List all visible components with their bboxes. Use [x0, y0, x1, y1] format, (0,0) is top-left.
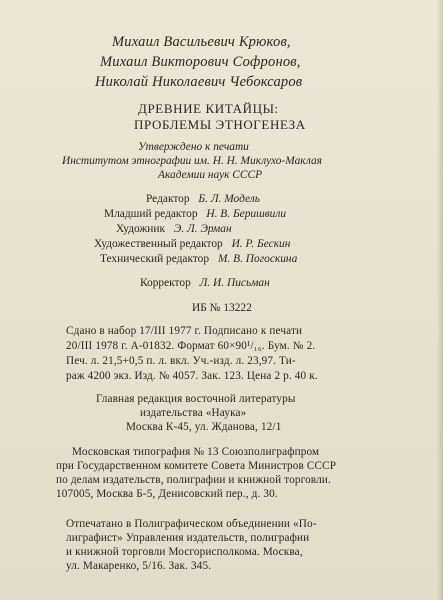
printing-house-line-3: по делам издательств, полиграфии и книжной торговли.	[56, 474, 331, 486]
credit-role: Младший редактор	[104, 208, 198, 220]
approval-line-3: Академии наук СССР	[158, 169, 263, 181]
printed-by-line-2: лиграфист» Управления издательств, полиграфии	[66, 532, 310, 544]
publisher-line-2: издательства «Наука»	[140, 407, 247, 419]
credit-corrector	[140, 277, 270, 289]
credit-role: Технический редактор	[100, 253, 210, 265]
credit-name: Н. В. Беришвили	[206, 208, 287, 220]
credit-role: Редактор	[146, 193, 190, 205]
publisher-line-1: Главная редакция восточной литературы	[96, 393, 296, 405]
printing-house-line-1: Московская типография № 13 Союзполиграфпром	[72, 446, 320, 458]
page-edge-shadow	[437, 0, 443, 600]
credit-tech-editor	[100, 253, 297, 265]
book-title-line-1: ДРЕВНИЕ КИТАЙЦЫ:	[138, 101, 279, 116]
author-line-2: Михаил Викторович Софронов,	[100, 54, 301, 70]
print-info-line-1: Сдано в набор 17/III 1977 г. Подписано к печати	[66, 325, 303, 337]
approval-line-2: Институтом этнографии им. Н. Н. Миклухо-Маклая	[62, 155, 322, 167]
credit-name: Л. И. Письман	[199, 277, 270, 289]
credit-name: Э. Л. Эрман	[173, 223, 232, 235]
credit-artist	[116, 223, 232, 235]
credit-name: Б. Л. Модель	[198, 193, 260, 205]
credit-name: И. Р. Бескин	[231, 238, 291, 250]
printed-by-line-4: ул. Макаренко, 5/16. Зак. 345.	[66, 560, 212, 572]
print-info-line-2: 20/III 1978 г. А-01832. Формат 60×90¹/₁₆. Бум. № 2.	[66, 340, 316, 352]
credit-role: Корректор	[140, 277, 191, 289]
author-line-3: Николай Николаевич Чебоксаров	[95, 74, 303, 90]
print-info-line-4: раж 4200 экз. Изд. № 4057. Зак. 123. Цена 2 р. 40 к.	[66, 370, 318, 382]
credit-role: Художественный редактор	[94, 238, 223, 250]
printing-house-line-4: 107005, Москва Б-5, Денисовский пер., д. 30.	[56, 488, 278, 500]
credit-role: Художник	[116, 223, 166, 235]
credit-name: М. В. Погоскина	[217, 253, 298, 265]
print-info-line-3: Печ. л. 21,5+0,5 п. л. вкл. Уч.-изд. л. 23,97. Ти-	[66, 355, 296, 367]
approval-line-1: Утверждено к печати	[138, 141, 249, 153]
printed-by-line-3: и книжной торговли Мосгорисполкома. Москва,	[66, 546, 303, 558]
credit-junior-editor	[104, 208, 286, 220]
book-title-line-2: ПРОБЛЕМЫ ЭТНОГЕНЕЗА	[134, 117, 306, 132]
printing-house-line-2: при Государственном комитете Совета Министров СССР	[56, 460, 337, 472]
author-line-1: Михаил Васильевич Крюков,	[112, 34, 291, 50]
publisher-line-3: Москва К-45, ул. Жданова, 12/1	[126, 421, 282, 433]
printed-by-line-1: Отпечатано в Полиграфическом объединении «По-	[66, 518, 317, 530]
credit-art-editor	[94, 238, 290, 250]
ib-number: ИБ № 13222	[192, 302, 252, 314]
credit-editor	[146, 193, 260, 205]
